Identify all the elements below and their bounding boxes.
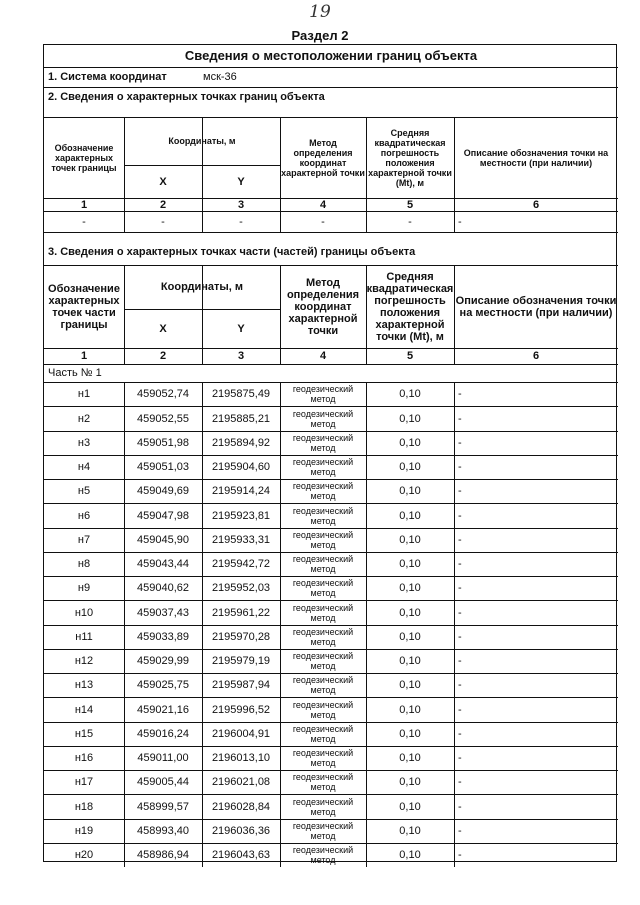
s1-col-number: 6 bbox=[532, 198, 540, 211]
row-point: н9 bbox=[77, 582, 91, 594]
row-desc: - bbox=[458, 509, 462, 522]
row-y: 2196028,84 bbox=[211, 800, 271, 813]
row-point: н6 bbox=[77, 509, 91, 522]
row-method: геодезический метод bbox=[292, 651, 354, 671]
section1-heading: 2. Сведения о характерных точках границ объекта bbox=[48, 91, 325, 103]
row-method: геодезический метод bbox=[292, 821, 354, 841]
row-accuracy: 0,10 bbox=[399, 631, 421, 643]
row-method: геодезический метод bbox=[292, 384, 354, 404]
row-y: 2195942,72 bbox=[211, 558, 271, 570]
row-y: 2196021,08 bbox=[211, 776, 271, 788]
row-x: 459025,75 bbox=[137, 679, 189, 691]
table-title: Сведения о местоположении границ объекта bbox=[184, 48, 478, 63]
row-y: 2195933,31 bbox=[211, 534, 271, 546]
row-accuracy: 0,10 bbox=[399, 752, 421, 764]
row-point: н14 bbox=[74, 703, 94, 716]
row-point: н17 bbox=[74, 776, 94, 788]
s1-col-accuracy: Средняя квадратическая погрешность положения характерной точки (Mt), м bbox=[368, 127, 452, 188]
s1-col-point: Обозначение характерных точек границы bbox=[51, 142, 117, 173]
row-method: геодезический метод bbox=[292, 845, 354, 865]
row-method: геодезический метод bbox=[292, 699, 354, 720]
row-point: н16 bbox=[74, 752, 94, 764]
row-desc: - bbox=[458, 606, 462, 619]
row-y: 2195875,49 bbox=[211, 388, 271, 400]
s2-col-point: Обозначение характерных точек части границы bbox=[48, 282, 120, 331]
s2-col-desc: Описание обозначения точки на местности (при наличии) bbox=[455, 294, 617, 319]
row-point: н2 bbox=[77, 412, 91, 425]
s1-col-coords: Координаты, м bbox=[168, 136, 236, 146]
row-point: н15 bbox=[74, 728, 94, 740]
s1-col-y: Y bbox=[237, 175, 245, 188]
row-x: 459051,98 bbox=[137, 437, 189, 449]
row-method: геодезический метод bbox=[292, 796, 354, 817]
row-point: н13 bbox=[74, 679, 94, 691]
section2-heading: 3. Сведения о характерных точках части (частей) границы объекта bbox=[48, 246, 416, 258]
row-method: геодезический метод bbox=[292, 505, 354, 526]
row-desc: - bbox=[458, 776, 462, 788]
row-y: 2195885,21 bbox=[211, 412, 271, 425]
row-method: геодезический метод bbox=[292, 530, 354, 550]
row-x: 459045,90 bbox=[137, 534, 189, 546]
s2-col-number: 1 bbox=[80, 350, 88, 362]
row-point: н1 bbox=[77, 388, 91, 400]
row-point: н10 bbox=[74, 606, 94, 619]
row-desc: - bbox=[458, 582, 462, 594]
row-desc: - bbox=[458, 412, 462, 425]
row-method: геодезический метод bbox=[292, 724, 354, 744]
row-x: 459043,44 bbox=[137, 558, 189, 570]
row-method: геодезический метод bbox=[292, 408, 354, 429]
row-point: н3 bbox=[77, 437, 91, 449]
s1-empty-cell: - bbox=[458, 215, 462, 228]
s2-col-accuracy: Средняя квадратическая погрешность положения характерной точки (Mt), м bbox=[366, 270, 454, 343]
document-table bbox=[43, 44, 617, 865]
coord-system-label: 1. Система координат bbox=[48, 71, 167, 83]
row-accuracy: 0,10 bbox=[399, 509, 421, 522]
row-method: геодезический метод bbox=[292, 748, 354, 768]
row-x: 459049,69 bbox=[137, 485, 189, 497]
s1-col-number: 4 bbox=[319, 198, 327, 211]
row-desc: - bbox=[458, 800, 462, 813]
s2-col-y: Y bbox=[237, 322, 245, 335]
row-point: н12 bbox=[74, 655, 94, 667]
row-point: н19 bbox=[74, 825, 94, 837]
row-accuracy: 0,10 bbox=[399, 485, 421, 497]
row-accuracy: 0,10 bbox=[399, 825, 421, 837]
row-x: 459029,99 bbox=[137, 655, 189, 667]
row-point: н7 bbox=[77, 534, 91, 546]
row-desc: - bbox=[458, 655, 462, 667]
row-x: 459021,16 bbox=[137, 703, 189, 716]
page-number: 19 bbox=[309, 2, 331, 22]
row-desc: - bbox=[458, 437, 462, 449]
row-desc: - bbox=[458, 825, 462, 837]
row-method: геодезический метод bbox=[292, 675, 354, 695]
row-accuracy: 0,10 bbox=[399, 655, 421, 667]
row-y: 2195952,03 bbox=[211, 582, 271, 594]
row-point: н8 bbox=[77, 558, 91, 570]
section-title: Раздел 2 bbox=[291, 28, 349, 43]
row-point: н18 bbox=[74, 800, 94, 813]
s1-empty-cell: - bbox=[408, 215, 412, 228]
row-accuracy: 0,10 bbox=[399, 534, 421, 546]
row-y: 2196036,36 bbox=[211, 825, 271, 837]
s1-col-number: 3 bbox=[237, 198, 245, 211]
row-x: 459052,74 bbox=[137, 388, 189, 400]
s2-col-number: 3 bbox=[237, 350, 245, 362]
row-desc: - bbox=[458, 752, 462, 764]
row-y: 2195894,92 bbox=[211, 437, 271, 449]
s1-empty-cell: - bbox=[82, 215, 86, 228]
row-x: 459011,00 bbox=[137, 752, 189, 764]
row-accuracy: 0,10 bbox=[399, 412, 421, 425]
row-x: 458993,40 bbox=[137, 825, 189, 837]
s1-empty-cell: - bbox=[239, 215, 243, 228]
row-method: геодезический метод bbox=[292, 457, 354, 477]
row-accuracy: 0,10 bbox=[399, 461, 421, 473]
row-y: 2196004,91 bbox=[211, 728, 271, 740]
row-y: 2195970,28 bbox=[211, 631, 271, 643]
row-y: 2195914,24 bbox=[211, 485, 271, 497]
row-desc: - bbox=[458, 388, 462, 400]
row-accuracy: 0,10 bbox=[399, 776, 421, 788]
row-desc: - bbox=[458, 534, 462, 546]
s2-col-number: 5 bbox=[406, 350, 414, 362]
row-point: н20 bbox=[74, 849, 94, 861]
row-point: н5 bbox=[77, 485, 91, 497]
row-desc: - bbox=[458, 849, 462, 861]
row-accuracy: 0,10 bbox=[399, 728, 421, 740]
row-y: 2195996,52 bbox=[211, 703, 271, 716]
row-method: геодезический метод bbox=[292, 602, 354, 623]
row-desc: - bbox=[458, 679, 462, 691]
row-accuracy: 0,10 bbox=[399, 849, 421, 861]
row-x: 459033,89 bbox=[137, 631, 189, 643]
row-desc: - bbox=[458, 728, 462, 740]
row-x: 458986,94 bbox=[137, 849, 189, 861]
row-y: 2196013,10 bbox=[211, 752, 271, 764]
s1-col-number: 5 bbox=[406, 198, 414, 211]
row-point: н11 bbox=[75, 631, 93, 643]
row-x: 459047,98 bbox=[137, 509, 189, 522]
row-x: 459052,55 bbox=[137, 412, 189, 425]
part-label: Часть № 1 bbox=[48, 367, 102, 379]
row-y: 2195923,81 bbox=[211, 509, 271, 522]
row-x: 459005,44 bbox=[137, 776, 189, 788]
row-x: 458999,57 bbox=[137, 800, 189, 813]
row-method: геодезический метод bbox=[292, 627, 354, 647]
row-y: 2196043,63 bbox=[211, 849, 271, 861]
row-accuracy: 0,10 bbox=[399, 437, 421, 449]
s1-col-method: Метод определения координат характерной точки bbox=[281, 137, 365, 178]
s1-empty-cell: - bbox=[161, 215, 165, 228]
row-accuracy: 0,10 bbox=[399, 800, 421, 813]
row-desc: - bbox=[458, 461, 462, 473]
row-accuracy: 0,10 bbox=[399, 679, 421, 691]
s2-col-number: 2 bbox=[159, 350, 167, 362]
row-y: 2195961,22 bbox=[211, 606, 271, 619]
row-method: геодезический метод bbox=[292, 578, 354, 598]
row-accuracy: 0,10 bbox=[399, 582, 421, 594]
s1-col-number: 1 bbox=[80, 198, 88, 211]
row-method: геодезический метод bbox=[292, 772, 354, 792]
s1-col-number: 2 bbox=[159, 198, 167, 211]
coord-system-value: мск-36 bbox=[203, 71, 237, 83]
row-method: геодезический метод bbox=[292, 481, 354, 501]
row-accuracy: 0,10 bbox=[399, 703, 421, 716]
row-x: 459040,62 bbox=[137, 582, 189, 594]
row-desc: - bbox=[458, 631, 462, 643]
s1-col-desc: Описание обозначения точки на местности (при наличии) bbox=[463, 147, 609, 168]
s2-col-number: 6 bbox=[532, 350, 540, 362]
s2-col-x: X bbox=[159, 322, 167, 335]
s2-col-method: Метод определения координат характерной точки bbox=[286, 276, 360, 337]
row-accuracy: 0,10 bbox=[399, 388, 421, 400]
row-y: 2195987,94 bbox=[211, 679, 271, 691]
row-desc: - bbox=[458, 558, 462, 570]
s1-empty-cell: - bbox=[321, 215, 325, 228]
s2-col-number: 4 bbox=[319, 350, 327, 362]
row-y: 2195904,60 bbox=[211, 461, 271, 473]
row-point: н4 bbox=[77, 461, 91, 473]
row-desc: - bbox=[458, 485, 462, 497]
row-y: 2195979,19 bbox=[211, 655, 271, 667]
s2-col-coords: Координаты, м bbox=[160, 281, 244, 293]
row-method: геодезический метод bbox=[292, 433, 354, 453]
row-accuracy: 0,10 bbox=[399, 558, 421, 570]
row-accuracy: 0,10 bbox=[399, 606, 421, 619]
row-desc: - bbox=[458, 703, 462, 716]
row-x: 459037,43 bbox=[137, 606, 189, 619]
row-method: геодезический метод bbox=[292, 554, 354, 574]
row-x: 459016,24 bbox=[137, 728, 189, 740]
row-x: 459051,03 bbox=[137, 461, 189, 473]
s1-col-x: X bbox=[159, 175, 167, 188]
